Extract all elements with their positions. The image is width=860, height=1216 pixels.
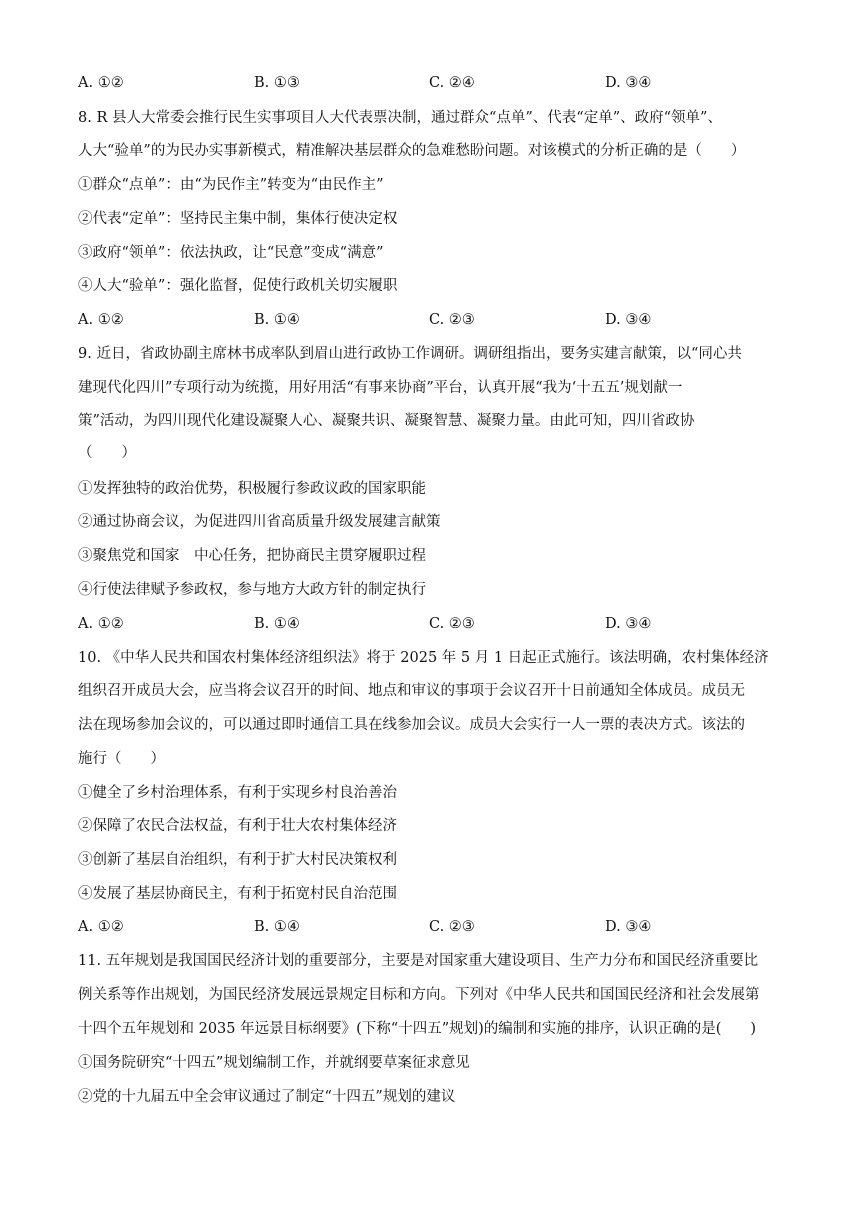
q9-stem-line: （ ）	[78, 445, 136, 461]
q9-item: ①发挥独特的政治优势，积极履行参政议政的国家职能	[78, 481, 426, 497]
q11-item: ②党的十九届五中全会审议通过了制定“十四五”规划的建议	[78, 1089, 456, 1105]
q11-stem-line: 十四个五年规划和 2035 年远景目标纲要》(下称“十四五”规划)的编制和实施的排序，认识正确的是( )	[78, 1021, 757, 1037]
q11-stem-line: 例关系等作出规划，为国民经济发展远景规定目标和方向。下列对《中华人民共和国国民经济和社会发展第	[78, 987, 760, 1003]
q8-item: ④人大“验单”：强化监督，促使行政机关切实履职	[78, 278, 398, 294]
q10-stem-line: 施行（ ）	[78, 751, 165, 767]
q8-item: ①群众“点单”：由“为民作主”转变为“由民作主”	[78, 177, 384, 193]
q8-stem-line: 人大“验单”的为民办实事新模式，精准解决基层群众的急难愁盼问题。对该模式的分析正确的是（ ）	[78, 143, 746, 159]
q8-option-a[interactable]: A. ①②	[78, 312, 124, 328]
q8-item: ②代表“定单”：坚持民主集中制，集体行使决定权	[78, 211, 398, 227]
q9-option-a[interactable]: A. ①②	[78, 616, 124, 632]
q8-stem-line: 8. R 县人大常委会推行民生实事项目人大代表票决制，通过群众“点单”、代表“定单”、政府“领单”、	[78, 110, 722, 126]
q10-item: ④发展了基层协商民主，有利于拓宽村民自治范围	[78, 886, 397, 902]
q10-option-d[interactable]: D. ③④	[605, 919, 652, 935]
q11-item: ①国务院研究“十四五”规划编制工作，并就纲要草案征求意见	[78, 1055, 470, 1071]
q10-stem-line: 法在现场参加会议的，可以通过即时通信工具在线参加会议。成员大会实行一人一票的表决方式。该法的	[78, 717, 745, 733]
q9-option-d[interactable]: D. ③④	[605, 616, 652, 632]
q10-item: ③创新了基层自治组织，有利于扩大村民决策权利	[78, 852, 397, 868]
q8-option-d[interactable]: D. ③④	[605, 312, 652, 328]
q9-stem-line: 建现代化四川”专项行动为统揽，用好用活“有事来协商”平台，认真开展“我为‘十五五’规划献一	[78, 380, 683, 396]
q7-option-b[interactable]: B. ①③	[254, 75, 300, 91]
q9-stem-line: 策”活动，为四川现代化建设凝聚人心、凝聚共识、凝聚智慧、凝聚力量。由此可知，四川省政协	[78, 413, 695, 429]
q9-option-c[interactable]: C. ②③	[429, 616, 475, 632]
q9-item: ②通过协商会议，为促进四川省高质量升级发展建言献策	[78, 514, 441, 530]
q7-option-a[interactable]: A. ①②	[78, 75, 124, 91]
q8-option-b[interactable]: B. ①④	[254, 312, 300, 328]
q10-stem-line: 组织召开成员大会，应当将会议召开的时间、地点和审议的事项于会议召开十日前通知全体成员。成员无	[78, 683, 745, 699]
q9-stem-line: 9. 近日，省政协副主席林书成率队到眉山进行政协工作调研。调研组指出，要务实建言献策，以“同心共	[78, 346, 742, 362]
q7-option-c[interactable]: C. ②④	[429, 75, 475, 91]
q10-option-a[interactable]: A. ①②	[78, 919, 124, 935]
q9-item: ④行使法律赋予参政权，参与地方大政方针的制定执行	[78, 582, 426, 598]
q7-option-d[interactable]: D. ③④	[605, 75, 652, 91]
q10-item: ②保障了农民合法权益，有利于壮大农村集体经济	[78, 818, 397, 834]
q11-stem-line: 11. 五年规划是我国国民经济计划的重要部分，主要是对国家重大建设项目、生产力分布和国民经济重要比	[78, 953, 759, 969]
q10-option-c[interactable]: C. ②③	[429, 919, 475, 935]
q10-stem-line: 10. 《中华人民共和国农村集体经济组织法》将于 2025 年 5 月 1 日起正式施行。该法明确，农村集体经济	[78, 650, 769, 666]
q10-item: ①健全了乡村治理体系，有利于实现乡村良治善治	[78, 785, 397, 801]
q8-option-c[interactable]: C. ②③	[429, 312, 475, 328]
q9-option-b[interactable]: B. ①④	[254, 616, 300, 632]
q8-item: ③政府“领单”：依法执政，让“民意”变成“满意”	[78, 245, 384, 261]
q10-option-b[interactable]: B. ①④	[254, 919, 300, 935]
q9-item: ③聚焦党和国家 中心任务，把协商民主贯穿履职过程	[78, 548, 426, 564]
